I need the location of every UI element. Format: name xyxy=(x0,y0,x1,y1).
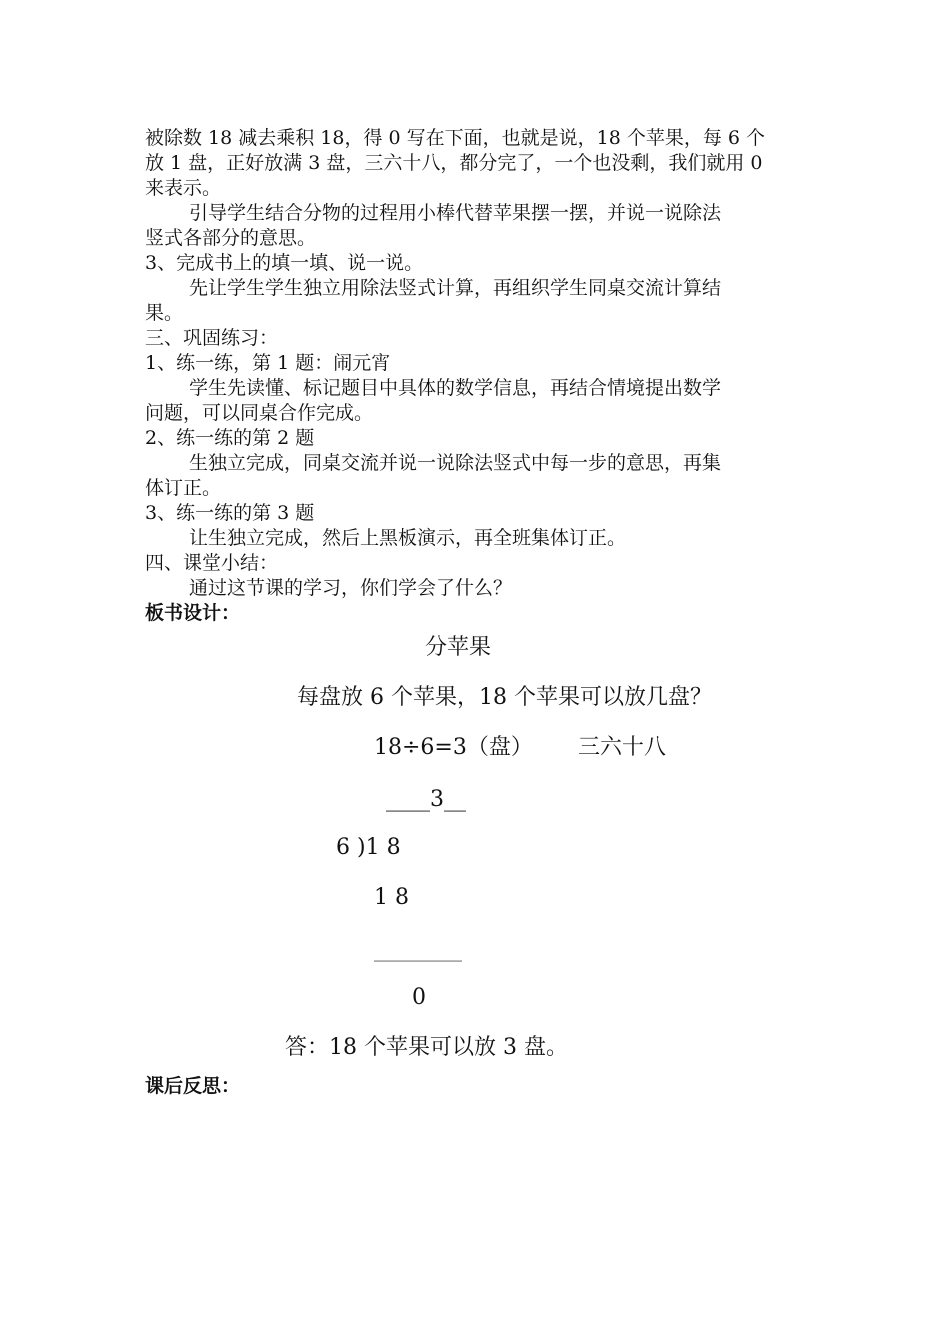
board-design-heading: 板书设计： xyxy=(145,602,241,624)
para-line: 体订正。 xyxy=(145,477,222,499)
long-division-product: 1 8 xyxy=(374,885,409,910)
section-heading: 三、巩固练习： xyxy=(145,327,279,349)
para-line: 果。 xyxy=(145,302,184,324)
board-title: 分苹果 xyxy=(425,635,492,660)
long-division-dividend: 6 )1 8 xyxy=(336,835,401,860)
long-division-quotient: ____3__ xyxy=(386,787,466,812)
para-line: 生独立完成，同桌交流并说一说除法竖式中每一步的意思，再集 xyxy=(189,452,722,474)
para-line: 引导学生结合分物的过程用小棒代替苹果摆一摆，并说一说除法 xyxy=(189,202,722,224)
board-question: 每盘放 6 个苹果，18 个苹果可以放几盘？ xyxy=(297,685,712,710)
para-line: 通过这节课的学习，你们学会了什么？ xyxy=(189,577,513,599)
board-equation: 18÷6=3（盘） xyxy=(374,735,533,760)
board-mnemonic: 三六十八 xyxy=(578,735,667,760)
section-item: 1、练一练，第 1 题：闹元宵 xyxy=(145,352,391,374)
para-line: 放 1 盘，正好放满 3 盘，三六十八，都分完了，一个也没剩，我们就用 0 xyxy=(145,152,763,174)
para-line: 来表示。 xyxy=(145,177,222,199)
board-answer: 答：18 个苹果可以放 3 盘。 xyxy=(285,1035,568,1060)
section-item: 3、练一练的第 3 题 xyxy=(145,502,315,524)
para-line: 让生独立完成，然后上黑板演示，再全班集体订正。 xyxy=(189,527,627,549)
section-item: 3、完成书上的填一填、说一说。 xyxy=(145,252,424,274)
reflection-heading: 课后反思： xyxy=(145,1075,241,1097)
para-line: 被除数 18 减去乘积 18，得 0 写在下面，也就是说，18 个苹果，每 6 个 xyxy=(145,127,766,149)
para-line: 问题，可以同桌合作完成。 xyxy=(145,402,374,424)
section-item: 2、练一练的第 2 题 xyxy=(145,427,315,449)
long-division-remainder: 0 xyxy=(412,985,426,1010)
para-line: 学生先读懂、标记题目中具体的数学信息，再结合情境提出数学 xyxy=(189,377,722,399)
long-division-rule: ________ xyxy=(374,937,462,962)
section-heading: 四、课堂小结： xyxy=(145,552,279,574)
para-line: 竖式各部分的意思。 xyxy=(145,227,317,249)
para-line: 先让学生学生独立用除法竖式计算，再组织学生同桌交流计算结 xyxy=(189,277,722,299)
